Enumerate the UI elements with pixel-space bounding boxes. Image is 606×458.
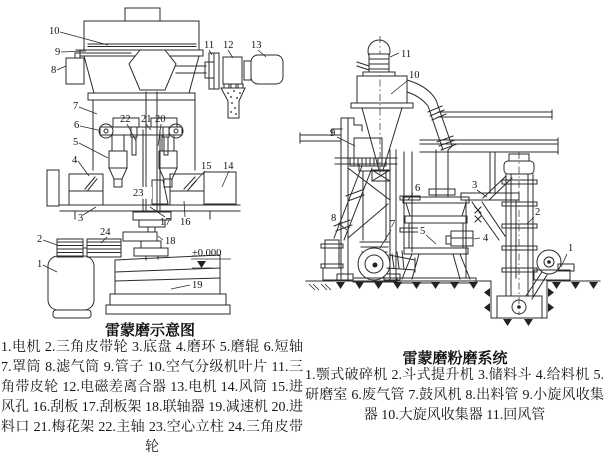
callout-left-17: 17 xyxy=(160,217,171,228)
small-cyclone-collector xyxy=(350,138,386,166)
discharge-chute xyxy=(221,88,245,118)
left-diagram-caption: 1.电机 2.三角皮带轮 3.底盘 4.磨环 5.磨辊 6.短轴 7.罩筒 8.滤气筒 9.管子 10.空气分级机叶片 11.三角带皮轮 12.电磁差离合器 13.电机 14.风筒 15.进风孔 16.刮板 17.刮板架 18.联轴器 19.减速机 20.进料口 21.梅花架 22.主轴 23.空心立柱 24.三角皮带轮 xyxy=(1,340,303,455)
callout-right-8: 8 xyxy=(331,213,337,224)
grinding-mill xyxy=(396,197,476,283)
callout-left-16: 16 xyxy=(180,217,191,228)
callout-left-20: 20 xyxy=(155,114,166,125)
elevation-label: ±0.000 xyxy=(192,248,222,259)
coupling xyxy=(123,232,157,241)
callout-left-2: 2 xyxy=(37,234,43,245)
callout-left-10: 10 xyxy=(49,26,60,37)
callout-right-1: 1 xyxy=(568,243,574,254)
callout-right-9: 9 xyxy=(330,128,336,139)
callout-left-12: 12 xyxy=(223,40,234,51)
callout-left-3: 3 xyxy=(78,213,84,224)
callout-left-19: 19 xyxy=(192,280,203,291)
raymond-mill-schematic xyxy=(37,8,283,318)
elevation-mark xyxy=(191,248,231,268)
callout-right-2: 2 xyxy=(535,207,541,218)
callout-left-1: 1 xyxy=(37,259,43,270)
right-diagram-caption: 1.颚式破碎机 2.斗式提升机 3.储料斗 4.给料机 5.研磨室 6.废气管 7.鼓风机 8.出料管 9.小旋风收集器 10.大旋风收集器 11.回风管 xyxy=(305,368,604,423)
callout-left-14: 14 xyxy=(223,161,234,172)
speed-reducer xyxy=(115,255,220,294)
storage-hopper-and-feeder xyxy=(446,176,519,278)
callout-right-11: 11 xyxy=(401,49,412,60)
callout-right-7: 7 xyxy=(390,219,396,230)
callout-left-8: 8 xyxy=(51,65,57,76)
filter-box xyxy=(66,58,84,84)
callout-left-7: 7 xyxy=(73,101,79,112)
callout-left-22: 22 xyxy=(120,114,131,125)
callout-left-18: 18 xyxy=(165,236,176,247)
callout-right-5: 5 xyxy=(420,226,426,237)
callout-left-5: 5 xyxy=(73,137,79,148)
ground-line xyxy=(306,281,600,326)
callout-left-21: 21 xyxy=(141,114,152,125)
callout-left-9: 9 xyxy=(55,47,61,58)
callout-right-4: 4 xyxy=(483,233,489,244)
callout-left-11: 11 xyxy=(204,40,215,51)
classifier-motor xyxy=(251,55,283,84)
raymond-mill-grinding-system xyxy=(300,36,600,326)
magnetic-clutch xyxy=(223,57,242,84)
classifier-housing xyxy=(66,8,203,93)
callout-right-6: 6 xyxy=(415,183,421,194)
drive-shaft-right xyxy=(176,53,283,118)
callout-left-6: 6 xyxy=(74,120,80,131)
callout-left-13: 13 xyxy=(251,40,262,51)
callout-right-3: 3 xyxy=(472,180,478,191)
central-hub xyxy=(129,50,176,90)
wind-duct-box xyxy=(204,172,236,204)
callout-left-4: 4 xyxy=(72,155,78,166)
callout-right-10: 10 xyxy=(409,70,420,81)
callout-left-24: 24 xyxy=(100,227,111,238)
left-diagram-title: 雷蒙磨示意图 xyxy=(104,323,195,339)
main-motor xyxy=(48,256,94,310)
right-diagram-title: 雷蒙磨粉磨系统 xyxy=(402,351,508,367)
return-air-pipe xyxy=(407,80,457,197)
callout-left-23: 23 xyxy=(133,188,144,199)
callout-left-15: 15 xyxy=(201,161,212,172)
overhead-beams xyxy=(300,110,558,193)
